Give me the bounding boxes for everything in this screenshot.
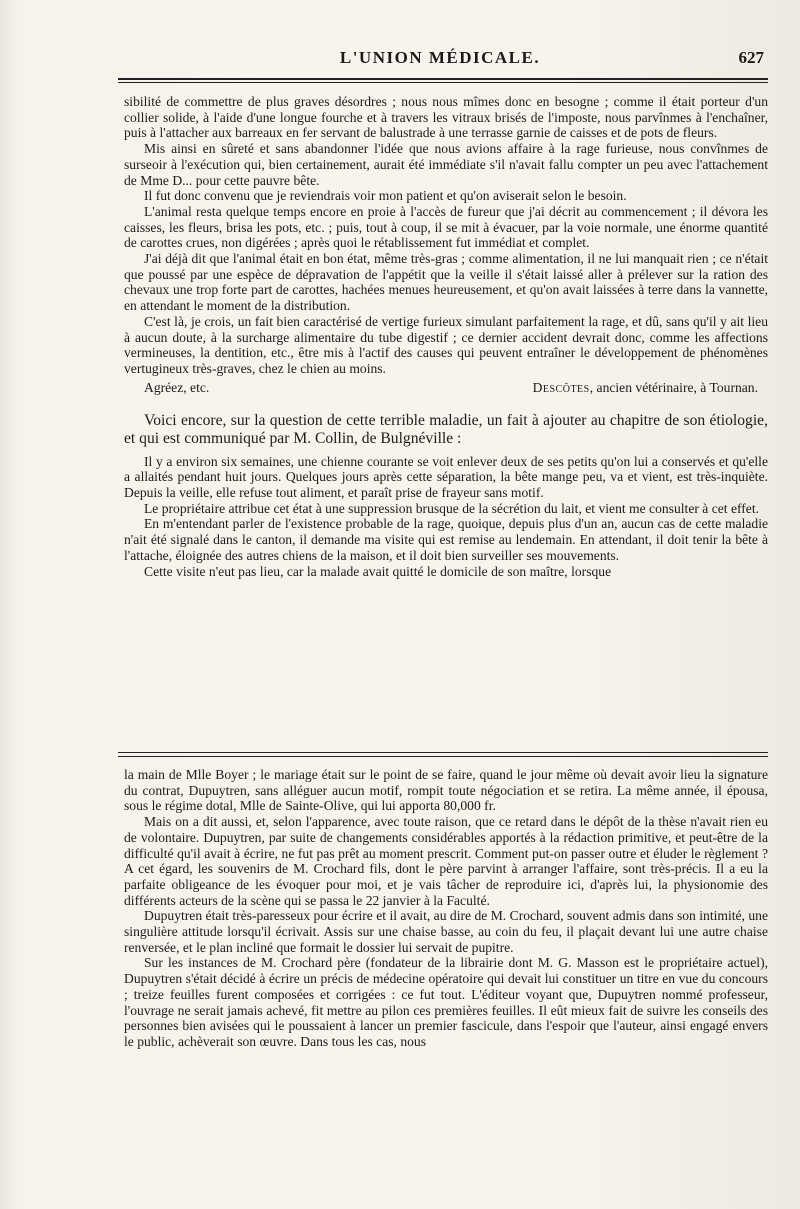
paragraph: Sur les instances de M. Crochard père (fondateur de la librairie dont M. G. Masson est le propriétaire actuel), Dupuytren s'était décidé à écrire un précis de médecine opératoire qui devait lui constituer un titre en vue du concours ; treize feuilles furent composées et corrigées : ce fut tout. L'éditeur voyant que, Dupuytren nommé professeur, l'ouvrage ne serait jamais achevé, fit mettre au pilon ces premières feuilles. Il eût mieux fait de suivre les conseils des personnes bien avisées qui le poussaient à lancer un premier fascicule, dans l'espoir que l'auteur, ainsi engagé envers le public, achèverait son œuvre. Dans tous les cas, nous [124, 955, 768, 1049]
header-rule-thin [118, 82, 768, 83]
paragraph: Il y a environ six semaines, une chienne courante se voit enlever deux de ses petits qu'on lui a conservés et qu'elle a allaités pendant huit jours. Quelques jours après cette séparation, la bête mange peu, va et vient, est très-inquiète. Depuis la veille, elle refuse tout aliment, et paraît prise de frayeur sans motif. [124, 453, 768, 501]
paragraph: sibilité de commettre de plus graves désordres ; nous nous mîmes donc en besogne ; comme il était porteur d'un collier solide, à l'aide d'une longue fourche et à travers les vitraux brisés de l'imposte, nous parvînmes à l'enchaîner, puis à l'attacher aux barreaux en fer servant de balustrade à une terrasse garnie de caisses et de pots de fleurs. [124, 94, 768, 141]
header-rule [118, 78, 768, 80]
signature-line [124, 380, 768, 398]
signature-title: , ancien vétérinaire, à Tournan. [589, 379, 758, 395]
paragraph: Cette visite n'eut pas lieu, car la malade avait quitté le domicile de son maître, lorsque [144, 563, 612, 579]
signature [533, 380, 758, 396]
feuilleton-rule [118, 752, 768, 753]
running-head: L'UNION MÉDICALE. [339, 48, 541, 67]
paragraph: L'animal resta quelque temps encore en proie à l'accès de fureur que j'ai décrit au commencement ; il dévora les caisses, les fleurs, brisa les pots, etc. ; puis, tout à coup, il se mit à évacuer, par la voie normale, une énorme quantité de carottes crues, non digérées ; après quoi le rétablissement fut immédiat et complet. [124, 203, 768, 251]
page-header [110, 48, 770, 76]
paragraph: En m'entendant parler de l'existence probable de la rage, quoique, depuis plus d'un an, aucun cas de cette maladie n'ait été signalé dans le canton, il demande ma visite qui est remise au lendemain. En attendant, il doit tenir la bête à l'attache, éloignée des autres chiens de la maison, et il doit bien surveiller ses mouvements. [124, 516, 768, 563]
feuilleton-rule-second [118, 756, 768, 757]
main-column [124, 94, 768, 579]
signature-name: Descôtes [532, 379, 590, 395]
paragraph: Il fut donc convenu que je reviendrais voir mon patient et qu'on aviserait selon le besoin. [144, 188, 627, 204]
feuilleton-column [124, 767, 768, 1050]
paragraph: Le propriétaire attribue cet état à une suppression brusque de la sécrétion du lait, et vient me consulter à cet effet. [144, 500, 759, 516]
lead-paragraph: Voici encore, sur la question de cette terrible maladie, un fait à ajouter au chapitre de son étiologie, et qui est communiqué par M. Collin, de Bulgnéville : [124, 411, 768, 447]
paragraph: Mis ainsi en sûreté et sans abandonner l'idée que nous avions affaire à la rage furieuse, nous convînmes de surseoir à l'exécution qui, bien certainement, aurait été immédiate s'il n'avait fallu compter un peu avec l'attachement de Mme D... pour cette pauvre bête. [124, 141, 768, 188]
paragraph: la main de Mlle Boyer ; le mariage était sur le point de se faire, quand le jour même où devait avoir lieu la signature du contrat, Dupuytren, sans alléguer aucun motif, rompit toute négociation et se retira. La même année, il épousa, sous le régime dotal, Mlle de Sainte-Olive, qui lui apporta 80,000 fr. [124, 767, 768, 814]
signoff: Agréez, etc. [144, 379, 210, 395]
paragraph: Dupuytren était très-paresseux pour écrire et il avait, au dire de M. Crochard, souvent admis dans son intimité, une singulière attitude lorsqu'il écrivait. Assis sur une chaise basse, au coin du feu, il plaçait devant lui une autre chaise renversée, et le plan incliné que formait le dossier lui servait de pupitre. [124, 908, 768, 955]
page-number: 627 [738, 48, 764, 67]
paragraph: Mais on a dit aussi, et, selon l'apparence, avec toute raison, que ce retard dans le dépôt de la thèse n'avait rien eu de volontaire. Dupuytren, par suite de changements considérables apportés à la rédaction primitive, et peut-être de la difficulté qu'il avait à écrire, ne fut pas prêt au moment prescrit. Comment put-on passer outre et éluder le règlement ? A cet égard, les souvenirs de M. Crochard fils, dont le père parvint à arranger l'affaire, sont très-précis. Il a eu la parfaite obligeance de les évoquer pour moi, et je vais tâcher de reproduire ici, d'après lui, la physionomie des différents acteurs de la scène qui se passa le 22 janvier à la Faculté. [124, 814, 768, 908]
paragraph: C'est là, je crois, un fait bien caractérisé de vertige furieux simulant parfaitement la rage, et dû, sans qu'il y ait lieu à aucun doute, à la surcharge alimentaire du tube digestif ; ce dernier accident devrait donc, comme les affections vermineuses, la dentition, etc., être mis à l'actif des causes qui peuvent entraîner le développement de phénomènes vertugineux très-graves, chez le chien au moins. [124, 313, 768, 376]
paragraph: J'ai déjà dit que l'animal était en bon état, même très-gras ; comme alimentation, il ne lui manquait rien ; ce n'était que poussé par une espèce de dépravation de l'appétit que la veille il s'était laissé aller à prélever sur la ration des chevaux une trop forte part de carottes, hachées menues heureusement, et qu'on avait laissées à terre dans la vannette, en attendant le moment de la distribution. [124, 251, 768, 314]
